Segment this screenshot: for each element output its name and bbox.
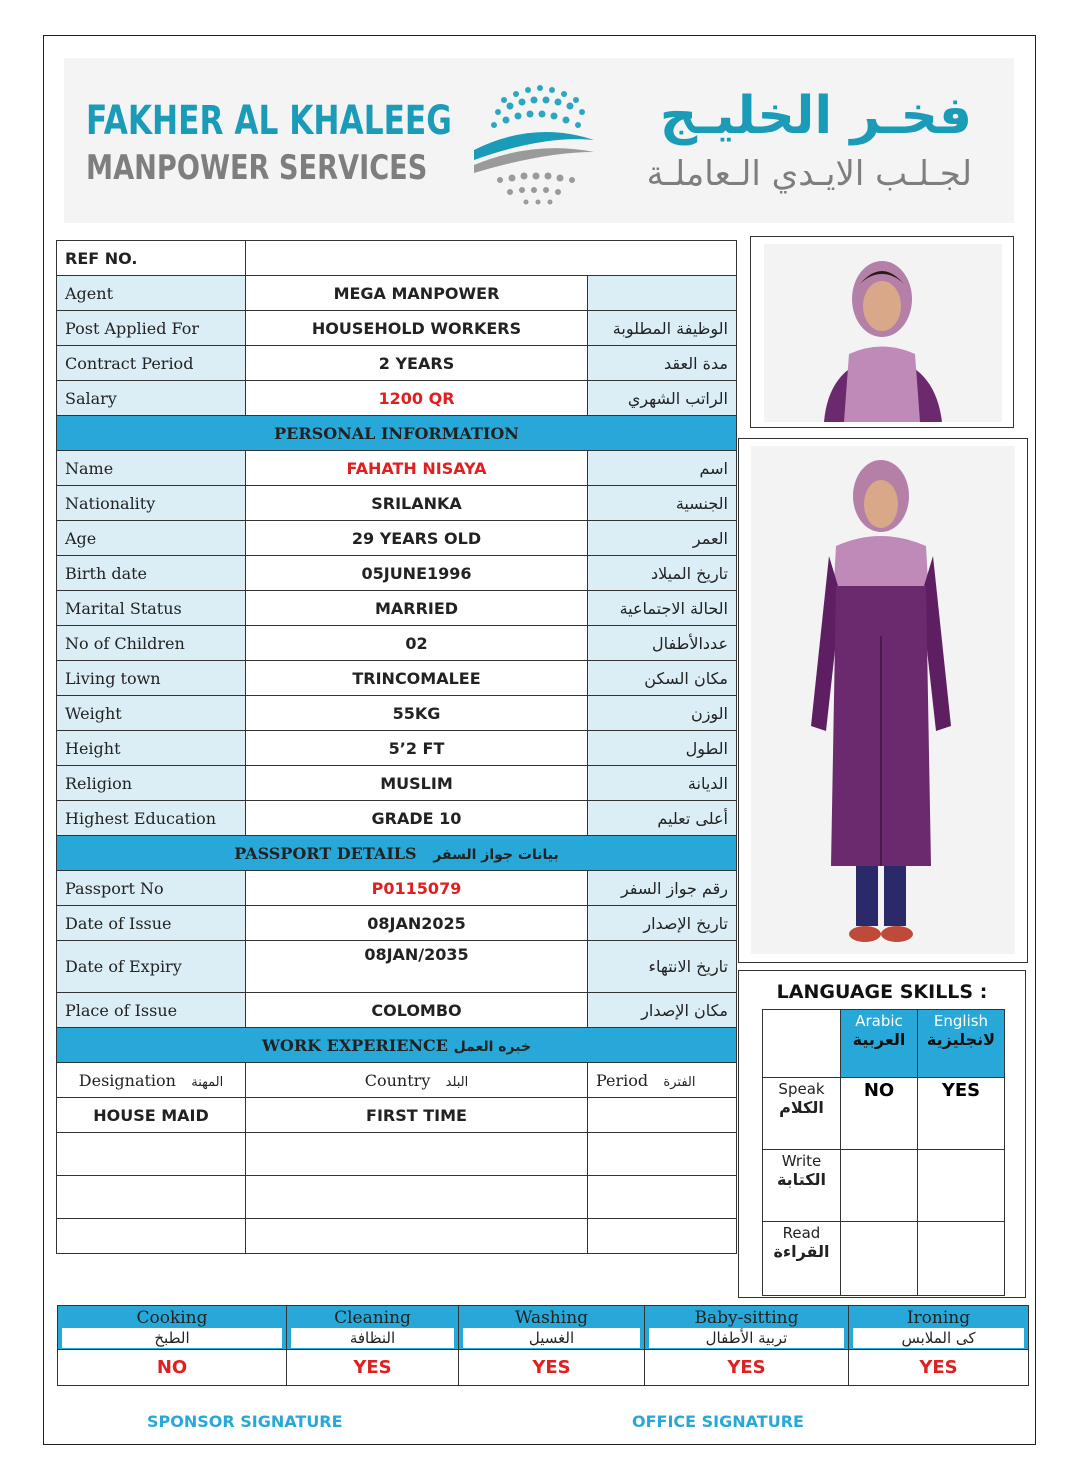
personal-label-ar: الطول: [588, 731, 737, 766]
lang-row-speak-ar: الكلام: [779, 1098, 824, 1117]
passport-value: 08JAN/2035: [246, 941, 588, 993]
passport-label-ar: تاريخ الإصدار: [588, 906, 737, 941]
lang-col-english-ar: لانجليزية: [926, 1030, 996, 1049]
passport-row: [57, 906, 737, 941]
personal-label-ar: أعلى تعليم: [588, 801, 737, 836]
personal-value: MUSLIM: [246, 766, 588, 801]
personal-value: FAHATH NISAYA: [246, 451, 588, 486]
contract-value: 2 YEARS: [246, 346, 588, 381]
personal-row: [57, 766, 737, 801]
skill-name-en: Cleaning: [334, 1308, 411, 1328]
passport-value: 08JAN2025: [246, 906, 588, 941]
lang-row-write-en: Write: [781, 1152, 822, 1170]
read-english-value: [918, 1222, 1005, 1296]
language-skills-panel: [738, 970, 1026, 1298]
office-signature-label: OFFICE SIGNATURE: [632, 1412, 804, 1431]
personal-label-ar: عددالأطفال: [588, 626, 737, 661]
personal-label: No of Children: [57, 626, 246, 661]
personal-row: [57, 556, 737, 591]
salary-label: Salary: [57, 381, 246, 416]
work-col-period-ar: الفترة: [663, 1074, 696, 1090]
work-col-country-en: Country: [364, 1070, 431, 1090]
work-col-country: [246, 1063, 588, 1098]
salary-value: 1200 QR: [246, 381, 588, 416]
work-row-empty: [57, 1176, 737, 1219]
skill-name-ar: كى الملابس: [853, 1328, 1024, 1348]
write-arabic-value: [841, 1150, 918, 1222]
post-value: HOUSEHOLD WORKERS: [246, 311, 588, 346]
skill-name-en: Washing: [514, 1308, 589, 1328]
personal-row: [57, 591, 737, 626]
company-tagline-ar: لجـلـب الايـدي الـعاملـة: [646, 154, 972, 194]
skill-header-babysitting: [645, 1306, 849, 1350]
applicant-portrait-photo: [750, 236, 1014, 428]
full-body-image: [751, 446, 1015, 954]
lang-row-read-en: Read: [782, 1224, 821, 1242]
personal-label-ar: العمر: [588, 521, 737, 556]
skill-name-en: Cooking: [136, 1308, 208, 1328]
personal-row: [57, 521, 737, 556]
personal-value: 5’2 FT: [246, 731, 588, 766]
ref-row: [57, 241, 737, 276]
work-header-ar: خبره العمل: [453, 1038, 532, 1055]
passport-label-ar: تاريخ الانتهاء: [588, 941, 737, 993]
passport-label: Date of Issue: [57, 906, 246, 941]
personal-label: Age: [57, 521, 246, 556]
applicant-table: [56, 240, 737, 1254]
contract-row: [57, 346, 737, 381]
post-label-ar: الوظيفة المطلوبة: [588, 311, 737, 346]
ref-label: REF NO.: [57, 241, 246, 276]
lang-col-arabic-ar: العربية: [852, 1030, 906, 1049]
skill-header-cooking: [58, 1306, 287, 1350]
personal-value: SRILANKA: [246, 486, 588, 521]
personal-value: 02: [246, 626, 588, 661]
applicant-full-photo: [738, 438, 1028, 963]
work-col-period-en: Period: [596, 1070, 649, 1090]
personal-value: GRADE 10: [246, 801, 588, 836]
post-label: Post Applied For: [57, 311, 246, 346]
skill-name-ar: النظافة: [291, 1328, 454, 1348]
company-name-ar: فخـر الخليـج: [659, 86, 972, 146]
passport-value: COLOMBO: [246, 993, 588, 1028]
skill-name-en: Ironing: [906, 1308, 971, 1328]
speak-english-value: YES: [918, 1078, 1005, 1150]
work-row: [57, 1098, 737, 1133]
personal-label: Name: [57, 451, 246, 486]
work-col-country-ar: البلد: [445, 1074, 469, 1090]
personal-row: [57, 731, 737, 766]
personal-label: Highest Education: [57, 801, 246, 836]
sponsor-signature-label: SPONSOR SIGNATURE: [147, 1412, 343, 1431]
skills-table: [57, 1305, 1029, 1386]
personal-value: 29 YEARS OLD: [246, 521, 588, 556]
lang-row-write: [763, 1150, 841, 1222]
skill-name-ar: تربية الأطفال: [649, 1328, 844, 1348]
personal-label-ar: الوزن: [588, 696, 737, 731]
agent-label-ar: [588, 276, 737, 311]
personal-label-ar: مكان السكن: [588, 661, 737, 696]
passport-value: P0115079: [246, 871, 588, 906]
agent-value: MEGA MANPOWER: [246, 276, 588, 311]
personal-row: [57, 696, 737, 731]
lang-row-read-ar: القراءة: [773, 1242, 830, 1261]
ref-value: [246, 241, 737, 276]
work-country: FIRST TIME: [246, 1098, 588, 1133]
skill-header-ironing: [849, 1306, 1029, 1350]
personal-label-ar: اسم: [588, 451, 737, 486]
personal-label: Birth date: [57, 556, 246, 591]
personal-header: PERSONAL INFORMATION: [57, 416, 737, 451]
passport-label: Passport No: [57, 871, 246, 906]
personal-row: [57, 626, 737, 661]
read-arabic-value: [841, 1222, 918, 1296]
skill-name-ar: الغسيل: [463, 1328, 640, 1348]
company-banner: [64, 58, 1014, 223]
work-columns-row: [57, 1063, 737, 1098]
contract-label-ar: مدة العقد: [588, 346, 737, 381]
passport-header: [57, 836, 737, 871]
work-header-en: WORK EXPERIENCE: [261, 1035, 448, 1055]
work-designation: HOUSE MAID: [57, 1098, 246, 1133]
passport-label: Place of Issue: [57, 993, 246, 1028]
skill-name-en: Baby-sitting: [694, 1308, 799, 1328]
lang-row-speak: [763, 1078, 841, 1150]
speak-arabic-value: NO: [841, 1078, 918, 1150]
company-logo-icon: [464, 70, 604, 210]
personal-label: Marital Status: [57, 591, 246, 626]
personal-label-ar: الديانة: [588, 766, 737, 801]
lang-col-english: [918, 1010, 1005, 1078]
skill-value-washing: YES: [459, 1350, 645, 1386]
personal-label: Nationality: [57, 486, 246, 521]
personal-value: 05JUNE1996: [246, 556, 588, 591]
lang-row-speak-en: Speak: [778, 1080, 825, 1098]
personal-label: Height: [57, 731, 246, 766]
personal-label-ar: الجنسية: [588, 486, 737, 521]
passport-header-ar: بيانات جواز السفر: [433, 846, 559, 863]
contract-label: Contract Period: [57, 346, 246, 381]
skill-value-ironing: YES: [849, 1350, 1029, 1386]
write-english-value: [918, 1150, 1005, 1222]
personal-label: Weight: [57, 696, 246, 731]
personal-row: [57, 486, 737, 521]
personal-label-ar: الحالة الاجتماعية: [588, 591, 737, 626]
skill-name-ar: الطبخ: [62, 1328, 282, 1348]
personal-row: [57, 451, 737, 486]
work-row-empty: [57, 1133, 737, 1176]
personal-label-ar: تاريخ الميلاد: [588, 556, 737, 591]
personal-value: TRINCOMALEE: [246, 661, 588, 696]
personal-value: MARRIED: [246, 591, 588, 626]
personal-row: [57, 801, 737, 836]
personal-label: Living town: [57, 661, 246, 696]
lang-row-read: [763, 1222, 841, 1296]
portrait-image: [764, 244, 1002, 422]
language-skills-title: LANGUAGE SKILLS :: [776, 981, 988, 1003]
personal-row: [57, 661, 737, 696]
company-name-en: FAKHER AL KHALEEG: [86, 98, 452, 144]
lang-col-english-en: English: [933, 1012, 989, 1030]
work-period: [588, 1098, 737, 1133]
personal-value: 55KG: [246, 696, 588, 731]
passport-row: [57, 871, 737, 906]
salary-row: [57, 381, 737, 416]
post-row: [57, 311, 737, 346]
work-col-designation-ar: المهنة: [191, 1074, 224, 1090]
passport-row: [57, 993, 737, 1028]
passport-label: Date of Expiry: [57, 941, 246, 993]
passport-header-row: [57, 836, 737, 871]
work-col-designation-en: Designation: [78, 1070, 176, 1090]
passport-label-ar: رقم جواز السفر: [588, 871, 737, 906]
salary-label-ar: الراتب الشهري: [588, 381, 737, 416]
skill-value-cleaning: YES: [287, 1350, 459, 1386]
work-row-empty: [57, 1219, 737, 1254]
lang-row-write-ar: الكتابة: [776, 1170, 827, 1189]
language-skills-table: [762, 1009, 1005, 1296]
personal-header-row: [57, 416, 737, 451]
lang-col-arabic: [841, 1010, 918, 1078]
skill-value-cooking: NO: [58, 1350, 287, 1386]
passport-header-en: PASSPORT DETAILS: [234, 843, 417, 863]
agent-label: Agent: [57, 276, 246, 311]
passport-row: [57, 941, 737, 993]
passport-label-ar: مكان الإصدار: [588, 993, 737, 1028]
skill-value-babysitting: YES: [645, 1350, 849, 1386]
work-col-designation: [57, 1063, 246, 1098]
work-col-period: [588, 1063, 737, 1098]
work-header-row: [57, 1028, 737, 1063]
personal-label: Religion: [57, 766, 246, 801]
lang-col-arabic-en: Arabic: [855, 1012, 903, 1030]
company-tagline-en: MANPOWER SERVICES: [86, 148, 428, 188]
skill-header-cleaning: [287, 1306, 459, 1350]
skill-header-washing: [459, 1306, 645, 1350]
agent-row: [57, 276, 737, 311]
work-header: [57, 1028, 737, 1063]
